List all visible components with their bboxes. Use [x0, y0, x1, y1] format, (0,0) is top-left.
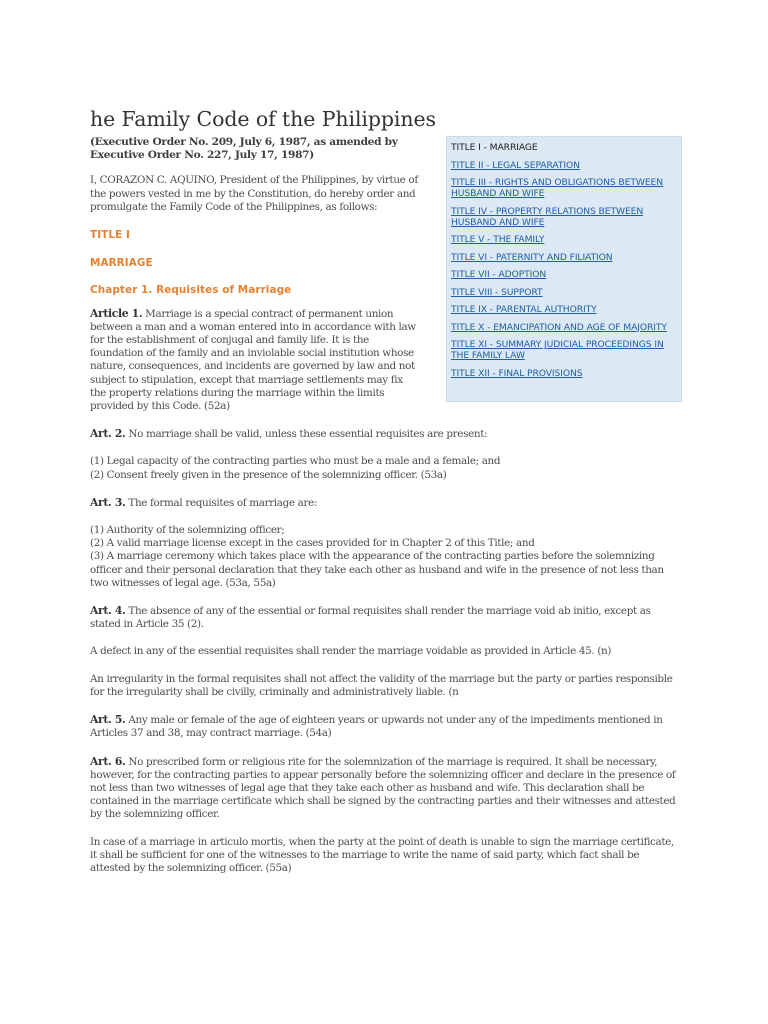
toc-link-title-iv[interactable]: TITLE IV - PROPERTY RELATIONS BETWEEN HUSBAND AND WIFE: [451, 205, 644, 228]
article-4-paragraph-2: A defect in any of the essential requisites shall render the marriage voidable as provided in Article 45. (n): [90, 645, 612, 658]
toc-link-title-ix[interactable]: TITLE IX - PARENTAL AUTHORITY: [451, 304, 597, 315]
article-6: [90, 755, 680, 822]
article-2-text: No marriage shall be valid, unless these essential requisites are present:: [125, 428, 488, 441]
heading-title-i: TITLE I: [90, 229, 130, 242]
toc-link-title-ii[interactable]: TITLE II - LEGAL SEPARATION: [451, 159, 580, 171]
article-4-paragraph-3: An irregularity in the formal requisites shall not affect the validity of the marriage but the party or parties responsible for the irregularity shall be civilly, criminally and administratively liable. (n: [90, 672, 673, 698]
article-3-item-2: (2) A valid marriage license except in the cases provided for in Chapter 2 of this Title; and: [90, 537, 535, 550]
toc-link-title-iii[interactable]: TITLE III - RIGHTS AND OBLIGATIONS BETWEEN HUSBAND AND WIFE: [451, 177, 664, 199]
article-6-label: Art. 6.: [90, 754, 126, 768]
article-4: [90, 604, 680, 631]
toc-link-title-xi[interactable]: TITLE XI - SUMMARY JUDICIAL PROCEEDINGS IN THE FAMILY LAW: [451, 339, 664, 361]
article-2-requisites: [90, 455, 680, 481]
article-5-label: Art. 5.: [90, 713, 126, 727]
article-5: [90, 713, 680, 740]
toc-link-title-vii[interactable]: TITLE VII - ADOPTION: [451, 269, 547, 280]
article-3: [90, 496, 680, 510]
article-4-text: The absence of any of the essential or formal requisites shall render the marriage void ab initio, except as stated in Article 35 (2).: [90, 605, 651, 631]
heading-marriage: MARRIAGE: [90, 257, 153, 270]
article-3-item-3: (3) A marriage ceremony which takes place with the appearance of the contracting parties before the solemnizing officer and their personal declaration that they take each other as husband and wife in the presence of not less than two witnesses of legal age. (53a, 55a): [90, 550, 664, 589]
toc-link-title-v[interactable]: TITLE V - THE FAMILY: [451, 234, 545, 245]
intro-paragraph: I, CORAZON C. AQUINO, President of the Philippines, by virtue of the powers vested in me by the Constitution, do hereby order and promulgate the Family Code of the Philippines, as follows:: [90, 174, 418, 213]
heading-chapter-1: Chapter 1. Requisites of Marriage: [90, 284, 292, 297]
article-3-label: Art. 3.: [90, 495, 126, 509]
article-6-paragraph-2: In case of a marriage in articulo mortis, when the party at the point of death is unable to sign the marriage certificate, it shall be sufficient for one of the witnesses to the marriage to write the name of said party, which fact shall be attested by the solemnizing officer. (55a): [90, 835, 674, 874]
article-3-text: The formal requisites of marriage are:: [125, 496, 318, 509]
table-of-contents: [446, 136, 682, 402]
toc-title-i: TITLE I - MARRIAGE: [451, 142, 538, 153]
article-1: [90, 307, 420, 414]
toc-link-title-vi[interactable]: TITLE VI - PATERNITY AND FILIATION: [451, 251, 613, 263]
article-3-item-1: (1) Authority of the solemnizing officer;: [90, 524, 285, 537]
toc-link-title-viii[interactable]: TITLE VIII - SUPPORT: [451, 286, 543, 298]
article-4-label: Art. 4.: [90, 604, 126, 618]
article-1-text: Marriage is a special contract of permanent union between a man and a woman entered into in accordance with law for the establishment of conjugal and family life. It is the foundation of the family and an inviolable social institution whose nature, consequences, and incidents are governed by law and not subject to stipulation, except that marriage settlements may fix the property relations during the marriage within the limits provided by this Code. (52a): [90, 307, 416, 413]
executive-order-subtitle: (Executive Order No. 209, July 6, 1987, as amended by Executive Order No. 227, July 17, 1987): [90, 136, 398, 162]
article-2: [90, 427, 680, 441]
toc-link-title-xii[interactable]: TITLE XII - FINAL PROVISIONS: [451, 367, 583, 379]
article-2-item-2: (2) Consent freely given in the presence of the solemnizing officer. (53a): [90, 468, 447, 481]
article-5-text: Any male or female of the age of eighteen years or upwards not under any of the impediments mentioned in Articles 37 and 38, may contract marriage. (54a): [90, 714, 663, 740]
article-6-text: No prescribed form or religious rite for the solemnization of the marriage is required. It shall be necessary, however, for the contracting parties to appear personally before the solemnizing officer and declare in the presence of not less than two witnesses of legal age that they take each other as husband and wife. This declaration shall be contained in the marriage certificate which shall be signed by the contracting parties and their witnesses and attested by the solemnizing officer.: [90, 755, 676, 821]
article-3-requisites: [90, 524, 680, 590]
toc-link-title-x[interactable]: TITLE X - EMANCIPATION AND AGE OF MAJORITY: [451, 321, 667, 333]
article-2-label: Art. 2.: [90, 427, 126, 441]
article-2-item-1: (1) Legal capacity of the contracting parties who must be a male and a female; and: [90, 455, 501, 468]
page-title: he Family Code of the Philippines: [90, 106, 436, 131]
article-1-label: Article 1.: [90, 306, 143, 320]
